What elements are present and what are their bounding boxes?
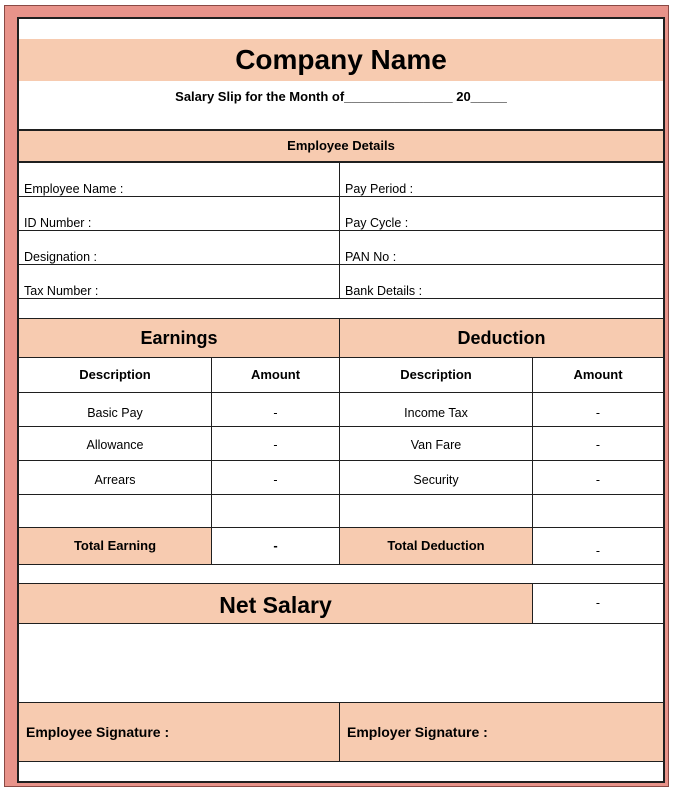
earnings-row-description: Basic Pay (87, 406, 143, 420)
divider (19, 761, 663, 762)
net-salary-label: Net Salary (219, 592, 332, 618)
divider (339, 318, 340, 564)
deduction-row-amount: - (595, 438, 601, 452)
pay-period-field: Pay Period : (345, 182, 414, 196)
earnings-row-description: Arrears (94, 473, 136, 487)
divider (19, 264, 663, 265)
designation-field: Designation : (24, 250, 97, 264)
deduction-row-amount: - (595, 406, 601, 420)
divider (532, 357, 533, 564)
pay-cycle-field: Pay Cycle : (345, 216, 409, 230)
tax-number-field: Tax Number : (24, 284, 99, 298)
earnings-row-description: Allowance (86, 438, 144, 452)
total-earning-value: - (273, 538, 278, 553)
salary-slip-month-line: Salary Slip for the Month of_______________ 20_____ (175, 89, 507, 104)
employee-signature-label: Employee Signature : (26, 724, 170, 740)
divider (19, 564, 663, 565)
deduction-description-header: Description (400, 367, 472, 382)
divider (19, 494, 663, 495)
deduction-row-description: Security (413, 473, 459, 487)
bank-details-field: Bank Details : (345, 284, 423, 298)
total-deduction-label: Total Deduction (387, 538, 485, 553)
divider (19, 196, 663, 197)
salary-slip-sheet (17, 17, 665, 783)
deduction-heading: Deduction (457, 328, 546, 348)
pan-no-field: PAN No : (345, 250, 397, 264)
earnings-row-amount: - (273, 438, 278, 452)
deduction-amount-header: Amount (573, 367, 623, 382)
divider (19, 161, 663, 163)
divider (19, 623, 663, 624)
divider (211, 357, 212, 564)
divider (19, 230, 663, 231)
employee-details-heading: Employee Details (287, 138, 395, 153)
earnings-heading: Earnings (140, 328, 218, 348)
total-deduction-value: - (595, 544, 601, 558)
total-earning-label: Total Earning (73, 538, 157, 553)
deduction-row-amount: - (595, 473, 601, 487)
earnings-row-amount: - (273, 406, 278, 420)
divider (19, 298, 663, 299)
deduction-row-description: Income Tax (404, 406, 468, 420)
outer-border-frame (4, 5, 669, 787)
employee-name-field: Employee Name : (24, 182, 124, 196)
earnings-row-amount: - (273, 473, 278, 487)
deduction-row-description: Van Fare (410, 438, 462, 452)
net-salary-value: - (595, 596, 601, 610)
divider (339, 161, 340, 298)
id-number-field: ID Number : (24, 216, 92, 230)
company-name: Company Name (235, 44, 447, 75)
earnings-amount-header: Amount (250, 367, 301, 382)
employer-signature-label: Employer Signature : (347, 724, 488, 740)
earnings-description-header: Description (79, 367, 151, 382)
